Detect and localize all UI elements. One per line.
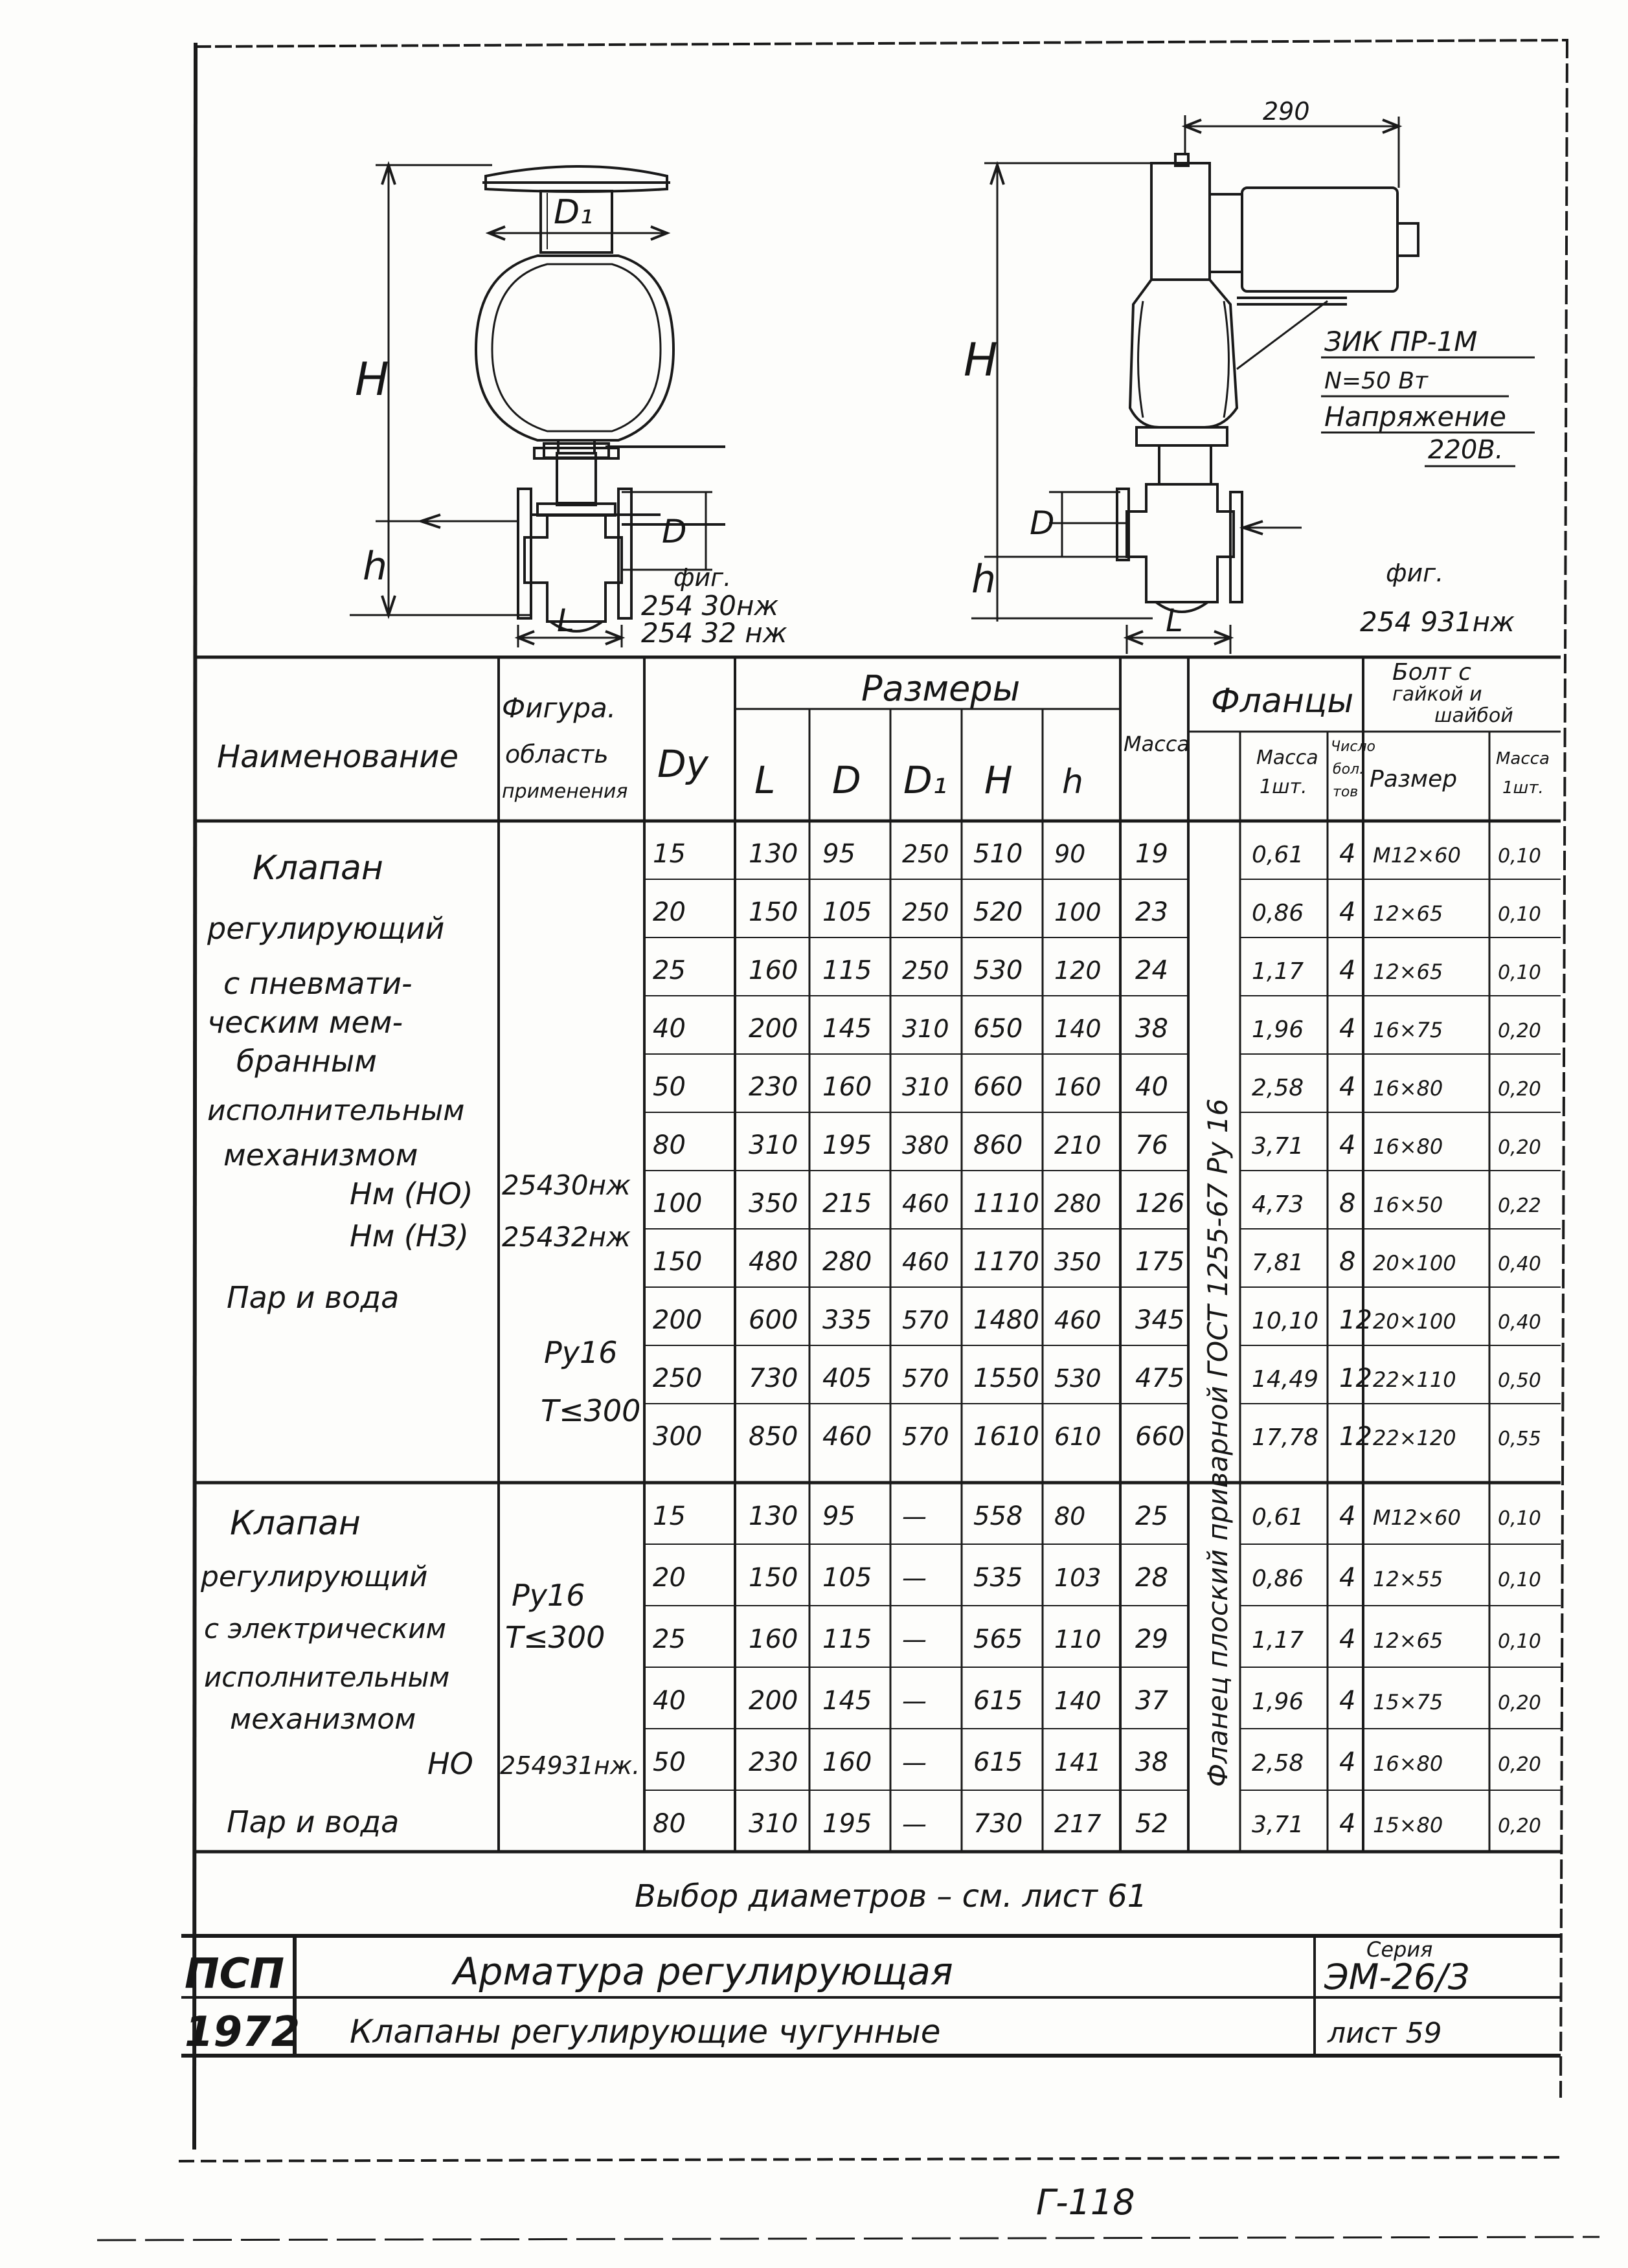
group1-row-3-d: 145	[822, 1014, 872, 1044]
group2-row-5-d: 195	[822, 1809, 872, 1839]
group1-row-6-bolt-size: 16×50	[1373, 1193, 1443, 1217]
right-fig-label: фиг.	[1386, 559, 1444, 587]
group2-py: Ру16	[512, 1578, 585, 1613]
group2-row-2-mass: 29	[1135, 1624, 1168, 1654]
group1-row-2-bolt-size: 12×65	[1373, 960, 1443, 984]
group2-name-3: с электрическим	[204, 1613, 447, 1645]
group1-row-1-bolt-mass: 0,10	[1498, 903, 1541, 926]
group1-row-10-d1: 570	[902, 1422, 949, 1451]
group1-row-1-dy: 20	[653, 897, 686, 927]
flange-vertical-note: Фланец плоский приварной ГОСТ 1255-67 Ру 16	[1202, 1098, 1234, 1787]
group1-row-8-bolt-mass: 0,40	[1498, 1311, 1541, 1334]
left-fig-line1: 254 30нж	[641, 590, 779, 622]
group2-row-2-dy: 25	[653, 1624, 686, 1654]
group2-sub-1: НО	[427, 1746, 473, 1781]
group2-row-5-bolt-count: 4	[1339, 1809, 1356, 1839]
group1-row-7-bolt-size: 20×100	[1373, 1251, 1456, 1275]
group2-row-5-dy: 80	[653, 1809, 686, 1839]
group1-row-3-bolt-size: 16×75	[1373, 1018, 1443, 1042]
group2-row-4-d1: —	[902, 1748, 927, 1777]
group1-row-5-dy: 80	[653, 1130, 686, 1160]
group1-sub-2: Нм (НЗ)	[350, 1218, 469, 1253]
header-d: D	[832, 758, 861, 802]
header-flange-mass-2: 1шт.	[1260, 776, 1307, 798]
header-h-big: H	[984, 758, 1013, 802]
group2-name-1: Клапан	[230, 1504, 361, 1543]
group1-row-0-dy: 15	[653, 839, 686, 869]
group1-row-6-dy: 100	[653, 1189, 703, 1218]
group1-row-5-d: 195	[822, 1130, 872, 1160]
header-flanges: Фланцы	[1211, 682, 1354, 721]
group2-row-3-d1: —	[902, 1687, 927, 1715]
group2-row-1-bolt-size: 12×55	[1373, 1567, 1443, 1591]
header-name: Наименование	[217, 739, 459, 775]
header-z: L	[754, 758, 776, 802]
group2-row-3-l: 200	[749, 1686, 798, 1716]
group1-row-0-l: 130	[749, 839, 798, 869]
group1-row-6-bolt-mass: 0,22	[1498, 1195, 1541, 1217]
group2-row-0-h-small: 80	[1054, 1502, 1086, 1531]
group2-row-4-dy: 50	[653, 1747, 686, 1777]
group1-row-4-bolt-size: 16×80	[1373, 1076, 1443, 1101]
group1-row-2-l: 160	[749, 956, 798, 985]
group1-row-6-l: 350	[749, 1189, 798, 1218]
group1-fig-1: 25430нж	[502, 1169, 631, 1201]
group1-row-8-flange-mass: 10,10	[1252, 1308, 1319, 1334]
group2-row-2-bolt-mass: 0,10	[1498, 1630, 1541, 1653]
group1-name-7: механизмом	[223, 1138, 418, 1173]
header-bolts-1: Болт с	[1392, 659, 1471, 686]
group1-row-1-bolt-count: 4	[1339, 897, 1356, 927]
title-sub: Клапаны регулирующие чугунные	[350, 2013, 941, 2050]
group1-row-8-d: 335	[822, 1305, 872, 1335]
left-dim-d-label: D	[662, 513, 687, 550]
group1-row-6-h-big: 1110	[973, 1189, 1039, 1218]
group1-row-9-d1: 570	[902, 1364, 949, 1393]
group1-row-1-bolt-size: 12×65	[1373, 901, 1443, 926]
group1-row-10-flange-mass: 17,78	[1252, 1424, 1319, 1451]
group1-row-1-d: 105	[822, 897, 872, 927]
group1-row-0-flange-mass: 0,61	[1252, 842, 1304, 868]
group2-row-5-mass: 52	[1135, 1809, 1168, 1839]
group2-row-1-h-small: 103	[1054, 1564, 1102, 1592]
group2-name-5: механизмом	[230, 1703, 416, 1736]
group1-fig-2: 25432нж	[502, 1221, 631, 1253]
group1-row-3-h-small: 140	[1054, 1015, 1102, 1043]
group1-row-3-l: 200	[749, 1014, 798, 1044]
group2-row-4-h-big: 615	[973, 1747, 1023, 1777]
group1-row-1-h-big: 520	[973, 897, 1023, 927]
header-bolt-count-1: Число	[1331, 739, 1375, 755]
group2-row-5-flange-mass: 3,71	[1252, 1812, 1304, 1838]
header-figure-2: область	[505, 740, 609, 769]
group2-row-1-bolt-count: 4	[1339, 1563, 1356, 1593]
title-main: Арматура регулирующая	[453, 1949, 953, 1993]
group2-row-2-d1: —	[902, 1625, 927, 1654]
group1-row-7-d: 280	[822, 1247, 872, 1277]
group2-row-1-dy: 20	[653, 1563, 686, 1593]
group2-row-2-flange-mass: 1,17	[1252, 1627, 1304, 1654]
group1-row-9-bolt-size: 22×110	[1373, 1367, 1456, 1392]
group1-row-6-h-small: 280	[1054, 1189, 1102, 1218]
group1-row-10-bolt-count: 12	[1339, 1422, 1372, 1452]
group1-medium: Пар и вода	[227, 1280, 400, 1315]
group1-row-10-bolt-mass: 0,55	[1498, 1428, 1541, 1450]
group1-row-5-h-big: 860	[973, 1130, 1023, 1160]
group2-row-0-mass: 25	[1135, 1501, 1168, 1531]
group2-row-4-d: 160	[822, 1747, 872, 1777]
group2-row-0-d1: —	[902, 1502, 927, 1531]
group1-row-3-bolt-mass: 0,20	[1498, 1020, 1541, 1042]
group1-row-0-bolt-count: 4	[1339, 839, 1356, 869]
group1-row-7-h-small: 350	[1054, 1248, 1102, 1276]
group2-row-3-h-big: 615	[973, 1686, 1023, 1716]
group1-row-9-h-small: 530	[1054, 1364, 1102, 1393]
group1-row-5-h-small: 210	[1054, 1131, 1102, 1160]
motor-spec-line4: 220В.	[1428, 435, 1504, 465]
group2-row-5-bolt-mass: 0,20	[1498, 1815, 1541, 1837]
group1-row-7-bolt-count: 8	[1339, 1247, 1356, 1277]
group1-row-7-dy: 150	[653, 1247, 703, 1277]
motor-spec-line3: Напряжение	[1324, 401, 1506, 432]
group1-row-8-h-small: 460	[1054, 1306, 1102, 1334]
group2-row-5-l: 310	[749, 1809, 798, 1839]
group2-row-1-flange-mass: 0,86	[1252, 1566, 1304, 1592]
group1-row-10-l: 850	[749, 1422, 798, 1452]
group1-row-2-h-small: 120	[1054, 956, 1102, 985]
group1-row-2-h-big: 530	[973, 956, 1023, 985]
group1-py: Ру16	[544, 1335, 618, 1370]
group1-row-5-bolt-count: 4	[1339, 1130, 1356, 1160]
right-dim-small-h-label: h	[971, 557, 997, 602]
group2-row-4-l: 230	[749, 1747, 798, 1777]
group1-row-4-bolt-mass: 0,20	[1498, 1078, 1541, 1101]
header-figure-1: Фигура.	[502, 692, 616, 724]
motor-spec-line1: ЗИК ПР-1М	[1324, 326, 1478, 357]
group1-row-10-h-small: 610	[1054, 1422, 1102, 1451]
group2-row-0-d: 95	[822, 1501, 855, 1531]
group2-row-1-d: 105	[822, 1563, 872, 1593]
year-label: 1972	[185, 2008, 300, 2056]
group2-row-5-bolt-size: 15×80	[1373, 1813, 1443, 1837]
group2-row-4-bolt-count: 4	[1339, 1747, 1356, 1777]
group1-row-5-flange-mass: 3,71	[1252, 1133, 1304, 1160]
group1-row-4-flange-mass: 2,58	[1252, 1075, 1304, 1101]
group1-row-0-mass: 19	[1135, 839, 1168, 869]
group1-row-7-flange-mass: 7,81	[1252, 1250, 1304, 1276]
group2-row-0-bolt-mass: 0,10	[1498, 1507, 1541, 1530]
group2-row-5-h-small: 217	[1054, 1810, 1102, 1838]
group2-row-0-l: 130	[749, 1501, 798, 1531]
left-dim-h-label: H	[355, 353, 389, 406]
header-mass: Масса	[1124, 732, 1190, 756]
group2-row-3-flange-mass: 1,96	[1252, 1689, 1304, 1715]
group1-row-2-d: 115	[822, 956, 872, 985]
sheet-number: лист 59	[1328, 2017, 1442, 2050]
group1-name-2: регулирующий	[207, 911, 445, 946]
group1-row-3-dy: 40	[653, 1014, 686, 1044]
group2-row-3-d: 145	[822, 1686, 872, 1716]
group1-row-6-d1: 460	[902, 1189, 949, 1218]
group1-name-4: ческим мем-	[207, 1005, 403, 1040]
group2-row-3-h-small: 140	[1054, 1687, 1102, 1715]
left-dim-small-h-label: h	[363, 544, 388, 589]
group2-row-1-h-big: 535	[973, 1563, 1023, 1593]
series-code: ЭМ-26/3	[1324, 1957, 1471, 1997]
group1-row-4-l: 230	[749, 1072, 798, 1102]
group2-row-0-bolt-count: 4	[1339, 1501, 1356, 1531]
motor-spec-line2: N=50 Вт	[1324, 368, 1429, 394]
group1-row-6-mass: 126	[1135, 1189, 1185, 1218]
group2-row-4-h-small: 141	[1054, 1748, 1102, 1777]
group1-row-1-d1: 250	[902, 898, 949, 926]
group1-row-5-d1: 380	[902, 1131, 949, 1160]
group2-row-0-h-big: 558	[973, 1501, 1023, 1531]
page-number: Г-118	[1036, 2182, 1135, 2223]
header-bolt-count-3: тов	[1333, 784, 1359, 800]
group2-row-4-bolt-mass: 0,20	[1498, 1753, 1541, 1776]
group1-row-4-d: 160	[822, 1072, 872, 1102]
group1-row-10-bolt-size: 22×120	[1373, 1426, 1456, 1450]
group1-row-5-l: 310	[749, 1130, 798, 1160]
group1-row-2-dy: 25	[653, 956, 686, 985]
group1-row-10-dy: 300	[653, 1422, 703, 1452]
group1-row-8-l: 600	[749, 1305, 798, 1335]
group2-medium: Пар и вода	[227, 1804, 400, 1839]
group1-row-2-mass: 24	[1135, 956, 1168, 985]
group1-name-3: с пневмати-	[223, 966, 413, 1001]
group1-row-2-d1: 250	[902, 956, 949, 985]
group1-row-0-bolt-mass: 0,10	[1498, 845, 1541, 868]
group2-row-0-dy: 15	[653, 1501, 686, 1531]
header-sizes: Размеры	[861, 668, 1021, 709]
pneumatic-valve-drawing	[350, 165, 725, 647]
group1-row-3-flange-mass: 1,96	[1252, 1016, 1304, 1043]
group1-row-9-l: 730	[749, 1364, 798, 1393]
group1-row-7-h-big: 1170	[973, 1247, 1039, 1277]
group1-row-3-d1: 310	[902, 1015, 949, 1043]
group1-row-4-bolt-count: 4	[1339, 1072, 1356, 1102]
header-bolts-2: гайкой и	[1392, 683, 1482, 706]
left-fig-label: фиг.	[673, 563, 732, 592]
group2-row-1-l: 150	[749, 1563, 798, 1593]
group1-row-8-h-big: 1480	[973, 1305, 1039, 1335]
group1-row-0-bolt-size: М12×60	[1373, 843, 1461, 868]
right-dim-h-label: H	[964, 333, 998, 387]
group1-row-10-d: 460	[822, 1422, 872, 1452]
header-d1: D₁	[903, 758, 947, 802]
group2-row-2-d: 115	[822, 1624, 872, 1654]
group1-row-7-d1: 460	[902, 1248, 949, 1276]
group1-row-9-d: 405	[822, 1364, 872, 1393]
group1-sub-1: Нм (НО)	[350, 1176, 473, 1211]
group2-name-2: регулирующий	[201, 1560, 428, 1593]
header-bolt-size: Размер	[1370, 766, 1458, 792]
header-bolt-count-2: бол.	[1333, 761, 1364, 778]
group1-row-7-bolt-mass: 0,40	[1498, 1253, 1541, 1275]
group1-row-3-h-big: 650	[973, 1014, 1023, 1044]
group1-row-3-mass: 38	[1135, 1014, 1168, 1044]
group1-row-8-mass: 345	[1135, 1305, 1185, 1335]
group2-row-3-dy: 40	[653, 1686, 686, 1716]
group1-row-4-d1: 310	[902, 1073, 949, 1101]
group1-row-1-h-small: 100	[1054, 898, 1102, 926]
group1-row-1-l: 150	[749, 897, 798, 927]
header-h-small: h	[1062, 763, 1083, 802]
right-dim-l-label: L	[1166, 603, 1183, 639]
group2-row-2-l: 160	[749, 1624, 798, 1654]
group1-row-8-dy: 200	[653, 1305, 703, 1335]
group1-row-9-flange-mass: 14,49	[1252, 1366, 1319, 1393]
group1-row-3-bolt-count: 4	[1339, 1014, 1356, 1044]
group2-row-1-bolt-mass: 0,10	[1498, 1569, 1541, 1591]
right-fig-line1: 254 931нж	[1360, 606, 1515, 638]
group2-row-2-h-big: 565	[973, 1624, 1023, 1654]
group1-row-0-h-big: 510	[973, 839, 1023, 869]
group1-row-9-bolt-count: 12	[1339, 1364, 1372, 1393]
left-fig-line2: 254 32 нж	[641, 617, 787, 649]
group2-name-4: исполнительным	[204, 1661, 450, 1693]
group1-name-6: исполнительным	[207, 1094, 465, 1127]
series-label: Серия	[1366, 1937, 1433, 1962]
group1-row-2-bolt-count: 4	[1339, 956, 1356, 985]
header-flange-mass-1: Масса	[1256, 747, 1318, 769]
org-label: ПСП	[185, 1950, 285, 1998]
group2-row-1-mass: 28	[1135, 1563, 1168, 1593]
group2-row-2-bolt-size: 12×65	[1373, 1628, 1443, 1653]
group2-row-5-d1: —	[902, 1810, 927, 1838]
group1-row-4-h-small: 160	[1054, 1073, 1102, 1101]
group1-row-5-mass: 76	[1135, 1130, 1168, 1160]
footnote: Выбор диаметров – см. лист 61	[635, 1878, 1148, 1914]
group1-row-7-mass: 175	[1135, 1247, 1185, 1277]
right-dim-d-label: D	[1030, 504, 1055, 542]
group1-row-5-bolt-mass: 0,20	[1498, 1136, 1541, 1159]
group2-row-3-bolt-size: 15×75	[1373, 1690, 1443, 1714]
header-figure-3: применения	[502, 780, 628, 803]
group2-row-4-mass: 38	[1135, 1747, 1168, 1777]
group2-row-3-bolt-count: 4	[1339, 1686, 1356, 1716]
group1-row-0-d1: 250	[902, 840, 949, 868]
group2-row-2-bolt-count: 4	[1339, 1624, 1356, 1654]
group1-row-9-dy: 250	[653, 1364, 703, 1393]
group1-name-5: бранным	[236, 1044, 377, 1079]
group1-row-6-flange-mass: 4,73	[1252, 1191, 1304, 1218]
left-dim-d1-label: D₁	[554, 193, 593, 232]
group1-row-8-d1: 570	[902, 1306, 949, 1334]
group1-row-7-l: 480	[749, 1247, 798, 1277]
group1-row-2-flange-mass: 1,17	[1252, 958, 1304, 985]
group2-fig: 254931нж.	[500, 1751, 640, 1780]
group1-row-6-d: 215	[822, 1189, 872, 1218]
group1-row-9-bolt-mass: 0,50	[1498, 1369, 1541, 1392]
group1-row-2-bolt-mass: 0,10	[1498, 961, 1541, 984]
group1-name-1: Клапан	[253, 849, 383, 888]
group1-row-1-mass: 23	[1135, 897, 1168, 927]
header-bolt-mass-1: Масса	[1496, 749, 1550, 769]
group2-row-2-h-small: 110	[1054, 1625, 1102, 1654]
group1-row-8-bolt-count: 12	[1339, 1305, 1372, 1335]
group2-row-4-bolt-size: 16×80	[1373, 1751, 1443, 1776]
group1-row-4-mass: 40	[1135, 1072, 1168, 1102]
electric-valve-drawing	[971, 115, 1535, 654]
group2-row-0-flange-mass: 0,61	[1252, 1504, 1304, 1531]
group1-row-9-mass: 475	[1135, 1364, 1185, 1393]
group1-row-1-flange-mass: 0,86	[1252, 900, 1304, 926]
group2-row-5-h-big: 730	[973, 1809, 1023, 1839]
header-dy: Dy	[657, 742, 708, 786]
group1-row-0-d: 95	[822, 839, 855, 869]
group1-row-6-bolt-count: 8	[1339, 1189, 1356, 1218]
header-bolt-mass-2: 1шт.	[1502, 778, 1544, 798]
group1-row-9-h-big: 1550	[973, 1364, 1039, 1393]
right-dim-top-label: 290	[1263, 97, 1310, 126]
group1-temp: Т≤300	[541, 1393, 641, 1428]
group2-row-4-flange-mass: 2,58	[1252, 1750, 1304, 1777]
group2-row-3-mass: 37	[1135, 1686, 1168, 1716]
group2-row-1-d1: —	[902, 1564, 927, 1592]
group2-row-3-bolt-mass: 0,20	[1498, 1692, 1541, 1714]
group1-row-8-bolt-size: 20×100	[1373, 1309, 1456, 1334]
group1-row-0-h-small: 90	[1054, 840, 1086, 868]
group1-row-4-h-big: 660	[973, 1072, 1023, 1102]
group2-temp: Т≤300	[505, 1620, 605, 1655]
left-dim-l-label: L	[557, 603, 574, 639]
group1-row-10-mass: 660	[1135, 1422, 1185, 1452]
group1-row-5-bolt-size: 16×80	[1373, 1134, 1443, 1159]
group1-row-4-dy: 50	[653, 1072, 686, 1102]
group2-row-0-bolt-size: М12×60	[1373, 1505, 1461, 1530]
group1-row-10-h-big: 1610	[973, 1422, 1039, 1452]
header-bolts-3: шайбой	[1434, 704, 1513, 727]
table-rows	[653, 839, 1541, 1839]
